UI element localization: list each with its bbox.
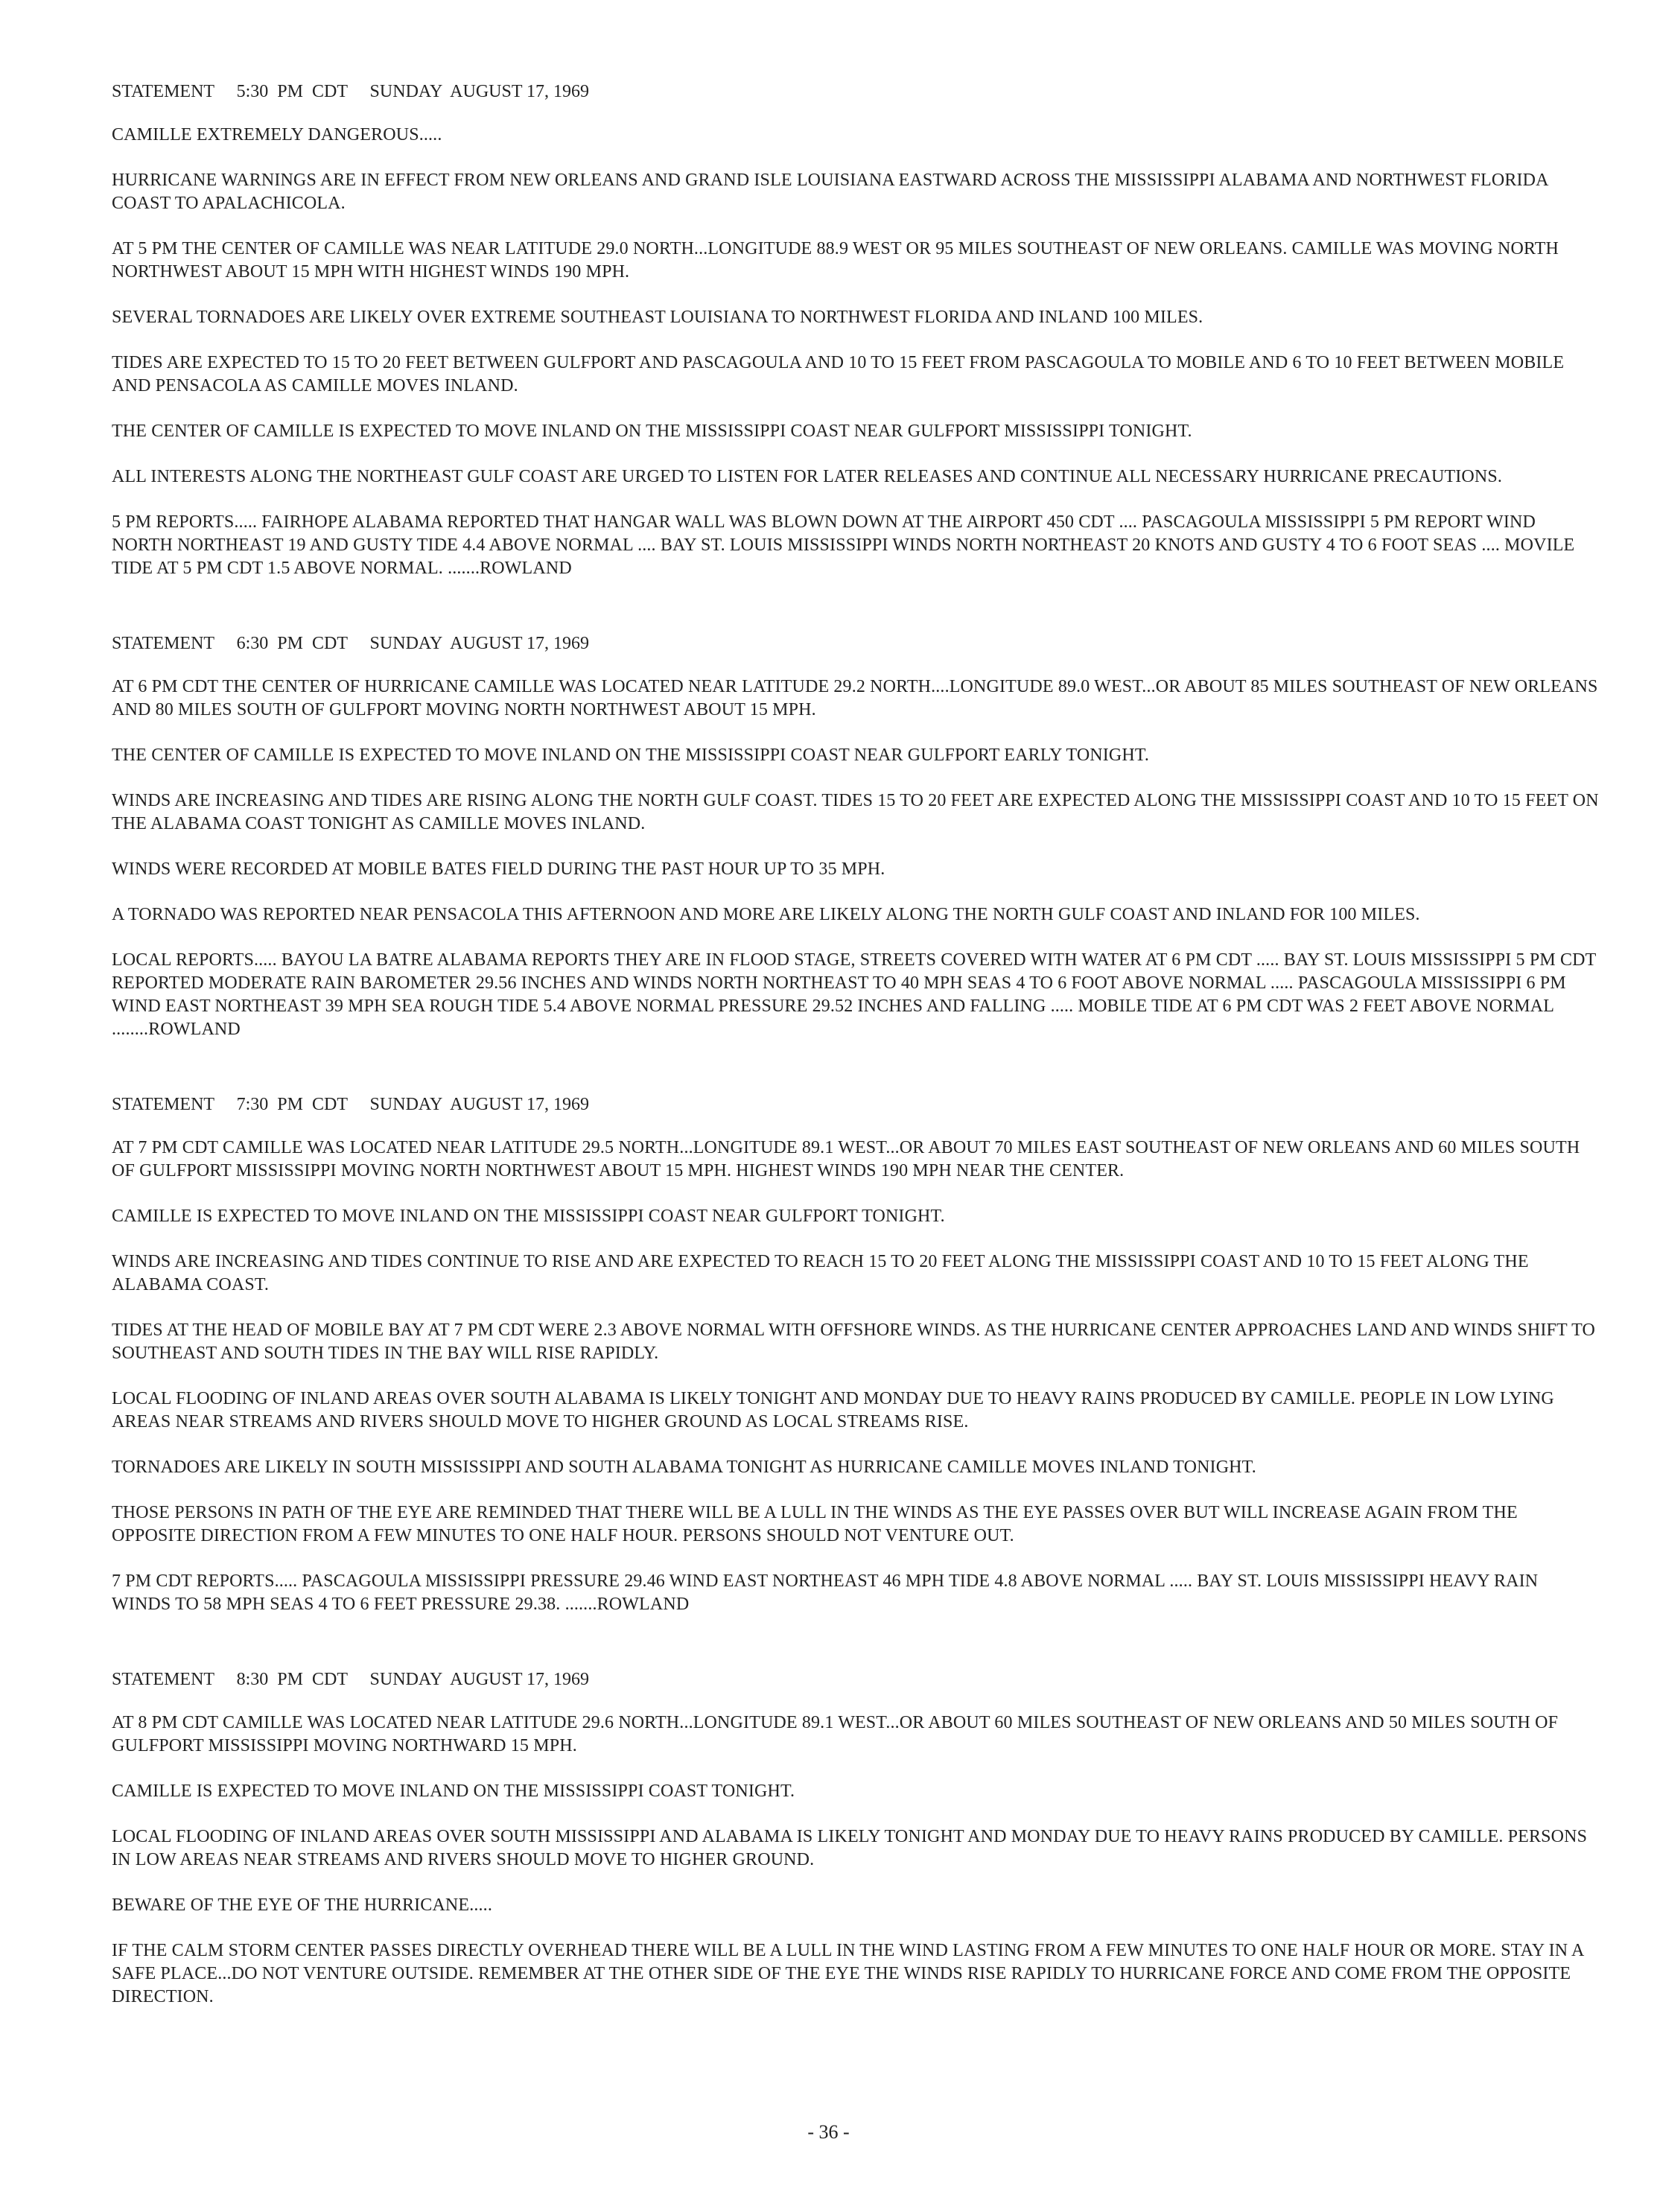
statement-paragraph: TORNADOES ARE LIKELY IN SOUTH MISSISSIPPI AND SOUTH ALABAMA TONIGHT AS HURRICANE CAMILLE MOVES INLAND TONIGHT.	[112, 1458, 1256, 1477]
statement-paragraph: LOCAL REPORTS..... BAYOU LA BATRE ALABAMA REPORTS THEY ARE IN FLOOD STAGE, STREETS COVERED WITH WATER AT 6 PM CDT ..... BAY ST. LOUIS MISSISSIPPI 5 PM CDT REPORTED MODERATE RAIN BAROMETER 29.56 INCHES AND WINDS NORTH NORTHEAST TO 40 MPH SEAS 4 TO 6 FOOT ABOVE NORMAL ..... PASCAGOULA MISSISSIPPI 6 PM WIND EAST NORTHEAST 39 MPH SEA ROUGH TIDE 5.4 ABOVE NORMAL PRESSURE 29.52 INCHES AND FALLING ..... MOBILE TIDE AT 6 PM CDT WAS 2 FEET ABOVE NORMAL ........ROWLAND	[112, 950, 1596, 1039]
statement-paragraph: THOSE PERSONS IN PATH OF THE EYE ARE REMINDED THAT THERE WILL BE A LULL IN THE WINDS AS THE EYE PASSES OVER BUT WILL INCREASE AGAIN FROM THE OPPOSITE DIRECTION FROM A FEW MINUTES TO ONE HALF HOUR. PERSONS SHOULD NOT VENTURE OUT.	[112, 1503, 1518, 1545]
statement-header: STATEMENT 7:30 PM CDT SUNDAY AUGUST 17, 1969	[112, 1095, 590, 1114]
document-body	[112, 80, 1601, 2061]
statement-paragraph: WINDS WERE RECORDED AT MOBILE BATES FIELD DURING THE PAST HOUR UP TO 35 MPH.	[112, 859, 885, 879]
statement-paragraph: BEWARE OF THE EYE OF THE HURRICANE.....	[112, 1895, 492, 1915]
statement-paragraph: 5 PM REPORTS..... FAIRHOPE ALABAMA REPORTED THAT HANGAR WALL WAS BLOWN DOWN AT THE AIRPORT 450 CDT .... PASCAGOULA MISSISSIPPI 5 PM REPORT WIND NORTH NORTHEAST 19 AND GUSTY TIDE 4.4 ABOVE NORMAL .... BAY ST. LOUIS MISSISSIPPI WINDS NORTH NORTHEAST 20 KNOTS AND GUSTY 4 TO 6 FOOT SEAS .... MOVILE TIDE AT 5 PM CDT 1.5 ABOVE NORMAL. .......ROWLAND	[112, 512, 1575, 578]
statement-paragraph: IF THE CALM STORM CENTER PASSES DIRECTLY OVERHEAD THERE WILL BE A LULL IN THE WIND LASTING FROM A FEW MINUTES TO ONE HALF HOUR OR MORE. STAY IN A SAFE PLACE...DO NOT VENTURE OUTSIDE. REMEMBER AT THE OTHER SIDE OF THE EYE THE WINDS RISE RAPIDLY TO HURRICANE FORCE AND COME FROM THE OPPOSITE DIRECTION.	[112, 1941, 1584, 2006]
page-number: - 36 -	[807, 2121, 850, 2143]
statement-block	[112, 1093, 1601, 1616]
statement-header: STATEMENT 5:30 PM CDT SUNDAY AUGUST 17, 1969	[112, 82, 590, 101]
statement-paragraph: AT 7 PM CDT CAMILLE WAS LOCATED NEAR LATITUDE 29.5 NORTH...LONGITUDE 89.1 WEST...OR ABOUT 70 MILES EAST SOUTHEAST OF NEW ORLEANS AND 60 MILES SOUTH OF GULFPORT MISSISSIPPI MOVING NORTH NORTHWEST ABOUT 15 MPH. HIGHEST WINDS 190 MPH NEAR THE CENTER.	[112, 1138, 1580, 1180]
statement-paragraph: ALL INTERESTS ALONG THE NORTHEAST GULF COAST ARE URGED TO LISTEN FOR LATER RELEASES AND CONTINUE ALL NECESSARY HURRICANE PRECAUTIONS.	[112, 467, 1503, 486]
statement-paragraph: TIDES AT THE HEAD OF MOBILE BAY AT 7 PM CDT WERE 2.3 ABOVE NORMAL WITH OFFSHORE WINDS. AS THE HURRICANE CENTER APPROACHES LAND AND WINDS SHIFT TO SOUTHEAST AND SOUTH TIDES IN THE BAY WILL RISE RAPIDLY.	[112, 1320, 1595, 1363]
statement-header: STATEMENT 8:30 PM CDT SUNDAY AUGUST 17, 1969	[112, 1670, 590, 1689]
statement-paragraph: THE CENTER OF CAMILLE IS EXPECTED TO MOVE INLAND ON THE MISSISSIPPI COAST NEAR GULFPORT MISSISSIPPI TONIGHT.	[112, 422, 1192, 441]
statement-paragraph: WINDS ARE INCREASING AND TIDES ARE RISING ALONG THE NORTH GULF COAST. TIDES 15 TO 20 FEET ARE EXPECTED ALONG THE MISSISSIPPI COAST AND 10 TO 15 FEET ON THE ALABAMA COAST TONIGHT AS CAMILLE MOVES INLAND.	[112, 791, 1599, 833]
statement-paragraph: A TORNADO WAS REPORTED NEAR PENSACOLA THIS AFTERNOON AND MORE ARE LIKELY ALONG THE NORTH GULF COAST AND INLAND FOR 100 MILES.	[112, 905, 1420, 924]
statement-block	[112, 1668, 1601, 2009]
statement-paragraph: CAMILLE IS EXPECTED TO MOVE INLAND ON THE MISSISSIPPI COAST TONIGHT.	[112, 1782, 795, 1801]
statement-paragraph: AT 6 PM CDT THE CENTER OF HURRICANE CAMILLE WAS LOCATED NEAR LATITUDE 29.2 NORTH....LONGITUDE 89.0 WEST...OR ABOUT 85 MILES SOUTHEAST OF NEW ORLEANS AND 80 MILES SOUTH OF GULFPORT MOVING NORTH NORTHWEST ABOUT 15 MPH.	[112, 677, 1598, 719]
statement-block	[112, 80, 1601, 580]
statement-header: STATEMENT 6:30 PM CDT SUNDAY AUGUST 17, 1969	[112, 634, 590, 653]
statement-paragraph: HURRICANE WARNINGS ARE IN EFFECT FROM NEW ORLEANS AND GRAND ISLE LOUISIANA EASTWARD ACROSS THE MISSISSIPPI ALABAMA AND NORTHWEST FLORIDA COAST TO APALACHICOLA.	[112, 171, 1548, 213]
statement-paragraph: THE CENTER OF CAMILLE IS EXPECTED TO MOVE INLAND ON THE MISSISSIPPI COAST NEAR GULFPORT EARLY TONIGHT.	[112, 746, 1150, 765]
statement-paragraph: WINDS ARE INCREASING AND TIDES CONTINUE TO RISE AND ARE EXPECTED TO REACH 15 TO 20 FEET ALONG THE MISSISSIPPI COAST AND 10 TO 15 FEET ALONG THE ALABAMA COAST.	[112, 1252, 1529, 1294]
statement-paragraph: SEVERAL TORNADOES ARE LIKELY OVER EXTREME SOUTHEAST LOUISIANA TO NORTHWEST FLORIDA AND INLAND 100 MILES.	[112, 308, 1203, 327]
statement-paragraph: AT 5 PM THE CENTER OF CAMILLE WAS NEAR LATITUDE 29.0 NORTH...LONGITUDE 88.9 WEST OR 95 MILES SOUTHEAST OF NEW ORLEANS. CAMILLE WAS MOVING NORTH NORTHWEST ABOUT 15 MPH WITH HIGHEST WINDS 190 MPH.	[112, 239, 1559, 282]
statement-paragraph: AT 8 PM CDT CAMILLE WAS LOCATED NEAR LATITUDE 29.6 NORTH...LONGITUDE 89.1 WEST...OR ABOUT 60 MILES SOUTHEAST OF NEW ORLEANS AND 50 MILES SOUTH OF GULFPORT MISSISSIPPI MOVING NORTHWARD 15 MPH.	[112, 1713, 1559, 1755]
statement-paragraph: 7 PM CDT REPORTS..... PASCAGOULA MISSISSIPPI PRESSURE 29.46 WIND EAST NORTHEAST 46 MPH TIDE 4.8 ABOVE NORMAL ..... BAY ST. LOUIS MISSISSIPPI HEAVY RAIN WINDS TO 58 MPH SEAS 4 TO 6 FEET PRESSURE 29.38. .......ROWLAND	[112, 1571, 1539, 1614]
statement-paragraph: LOCAL FLOODING OF INLAND AREAS OVER SOUTH ALABAMA IS LIKELY TONIGHT AND MONDAY DUE TO HEAVY RAINS PRODUCED BY CAMILLE. PEOPLE IN LOW LYING AREAS NEAR STREAMS AND RIVERS SHOULD MOVE TO HIGHER GROUND AS LOCAL STREAMS RISE.	[112, 1389, 1554, 1431]
statement-paragraph: CAMILLE EXTREMELY DANGEROUS.....	[112, 125, 442, 144]
statement-paragraph: CAMILLE IS EXPECTED TO MOVE INLAND ON THE MISSISSIPPI COAST NEAR GULFPORT TONIGHT.	[112, 1207, 945, 1226]
statement-paragraph: TIDES ARE EXPECTED TO 15 TO 20 FEET BETWEEN GULFPORT AND PASCAGOULA AND 10 TO 15 FEET FROM PASCAGOULA TO MOBILE AND 6 TO 10 FEET BETWEEN MOBILE AND PENSACOLA AS CAMILLE MOVES INLAND.	[112, 353, 1565, 395]
statement-block	[112, 632, 1601, 1041]
statement-paragraph: LOCAL FLOODING OF INLAND AREAS OVER SOUTH MISSISSIPPI AND ALABAMA IS LIKELY TONIGHT AND MONDAY DUE TO HEAVY RAINS PRODUCED BY CAMILLE. PERSONS IN LOW AREAS NEAR STREAMS AND RIVERS SHOULD MOVE TO HIGHER GROUND.	[112, 1827, 1588, 1869]
